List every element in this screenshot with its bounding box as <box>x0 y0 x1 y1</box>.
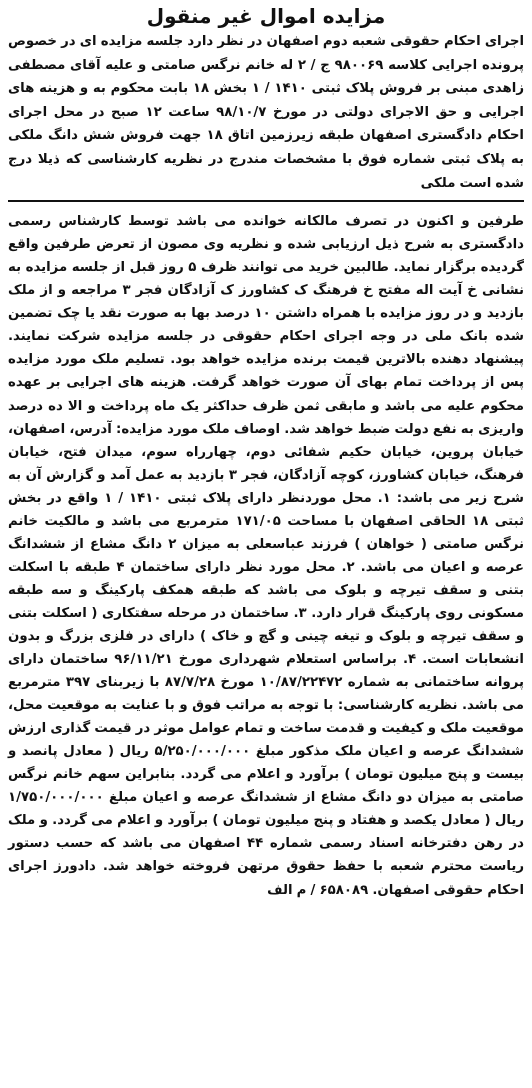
section-divider <box>8 200 524 202</box>
notice-intro <box>8 30 524 195</box>
notice-body <box>8 210 524 901</box>
notice-intro-text: اجرای احکام حقوقی شعبه دوم اصفهان در نظر دارد جلسه مزایده ای در خصوص پرونده اجرایی کلاسه ۹۸۰۰۶۹ ج / ۲ له خانم نرگس صامتی و علیه آقای مصطفی زاهدی مبنی بر فروش پلاک ثبتی ۱۴۱۰ / ۱ بخش ۱۸ بابت محکوم به و هزینه های اجرایی و حق الاجرای دولتی در مورخ ۹۸/۱۰/۷ ساعت ۱۲ صبح در محل اجرای احکام دادگستری اصفهان طبقه زیرزمین اتاق ۱۸ جهت فروش شش دانگ ملکی به پلاک ثبتی شماره فوق با مشخصات مندرج در نظریه کارشناسی که ذیلا درج شده است ملکی <box>8 34 525 191</box>
notice-title: مزایده اموال غیر منقول <box>146 4 386 28</box>
notice-body-text: طرفین و اکنون در تصرف مالکانه خوانده می باشد توسط کارشناس رسمی دادگستری به شرح ذیل ارزیابی شده و نظریه وی مصون از تعرض طرفین واقع گردیده برگزار نماید. طالبین خرید می توانند ظرف ۵ روز قبل از جلسه مزایده به نشانی خ آیت اله مفتح خ فرهنگ ک کشاورز ک آزادگان فجر ۳ مراجعه و از ملک بازدید و در روز مزایده با همراه داشتن ۱۰ درصد بها به صورت نقد یا چک تضمین شده بانک ملی در وجه اجرای احکام حقوقی در جلسه مزایده شرکت نمایند. پیشنهاد دهنده بالاترین قیمت برنده مزایده خواهد بود. تسلیم ملک مورد مزایده پس از پرداخت تمام بهای آن صورت خواهد گرفت. هزینه های اجرایی بر عهده محکوم علیه می باشد و مابقی ثمن ظرف حداکثر یک ماه پرداخت و الا ده درصد واریزی به نفع دولت ضبط خواهد شد. اوصاف ملک مورد مزایده: آدرس، اصفهان، خیابان پروین، خیابان حکیم شفائی دوم، چهارراه سوم، میدان فتح، خیابان فرهنگ، خیابان کشاورز، کوچه آزادگان، فجر ۳ بازدید به عمل آمد و گزارش آن به شرح زیر می باشد: ۱. محل موردنظر دارای پلاک ثبتی ۱۴۱۰ / ۱ واقع در بخش ثبتی ۱۸ الحاقی اصفهان با مساحت ۱۷۱/۰۵ مترمربع می باشد و مالکیت خانم نرگس صامتی ( خواهان ) فرزند عباسعلی به میزان ۲ دانگ مشاع از ششدانگ عرصه و اعیان می باشد. ۲. محل مورد نظر دارای ساختمان ۴ طبقه با اسکلت بتنی و سقف تیرچه و بلوک می باشد که طبقه همکف پارکینگ و سه طبقه مسکونی روی پارکینگ قرار دارد. ۳. ساختمان در مرحله سفتکاری ( اسکلت بتنی و سقف تیرچه و بلوک و تیغه چینی و گچ و خاک ) دارای در فلزی بزرگ و بدون انشعابات است. ۴. براساس استعلام شهرداری مورخ ۹۶/۱۱/۲۱ ساختمان دارای پروانه ساختمانی به شماره ۱۰/۸۷/۲۲۴۷۲ مورخ ۸۷/۷/۲۸ با زیربنای ۳۹۷ مترمربع می باشد. نظریه کارشناسی: با توجه به مراتب فوق و با عنایت به موقعیت محل، موقعیت ملک و کیفیت و قدمت ساخت و تمام عوامل موثر در قیمت گذاری ارزش ششدانگ عرصه و اعیان ملک مذکور مبلغ ۵/۲۵۰/۰۰۰/۰۰۰ ریال ( معادل پانصد و بیست و پنج میلیون تومان ) برآورد و اعلام می گردد. بنابراین سهم خانم نرگس صامتی به میزان دو دانگ مشاع از ششدانگ عرصه و اعیان مبلغ ۱/۷۵۰/۰۰۰/۰۰۰ ریال ( معادل یکصد و هفتاد و پنج میلیون تومان ) برآورد و اعلام می گردد. و ملک در رهن دفترخانه اسناد رسمی شماره ۴۴ اصفهان می باشد که حسب دستور ریاست محترم شعبه با حفظ حقوق مرتهن فروخته خواهد شد. دادورز اجرای احکام حقوقی اصفهان. ۶۵۸۰۸۹ / م الف <box>8 214 525 898</box>
